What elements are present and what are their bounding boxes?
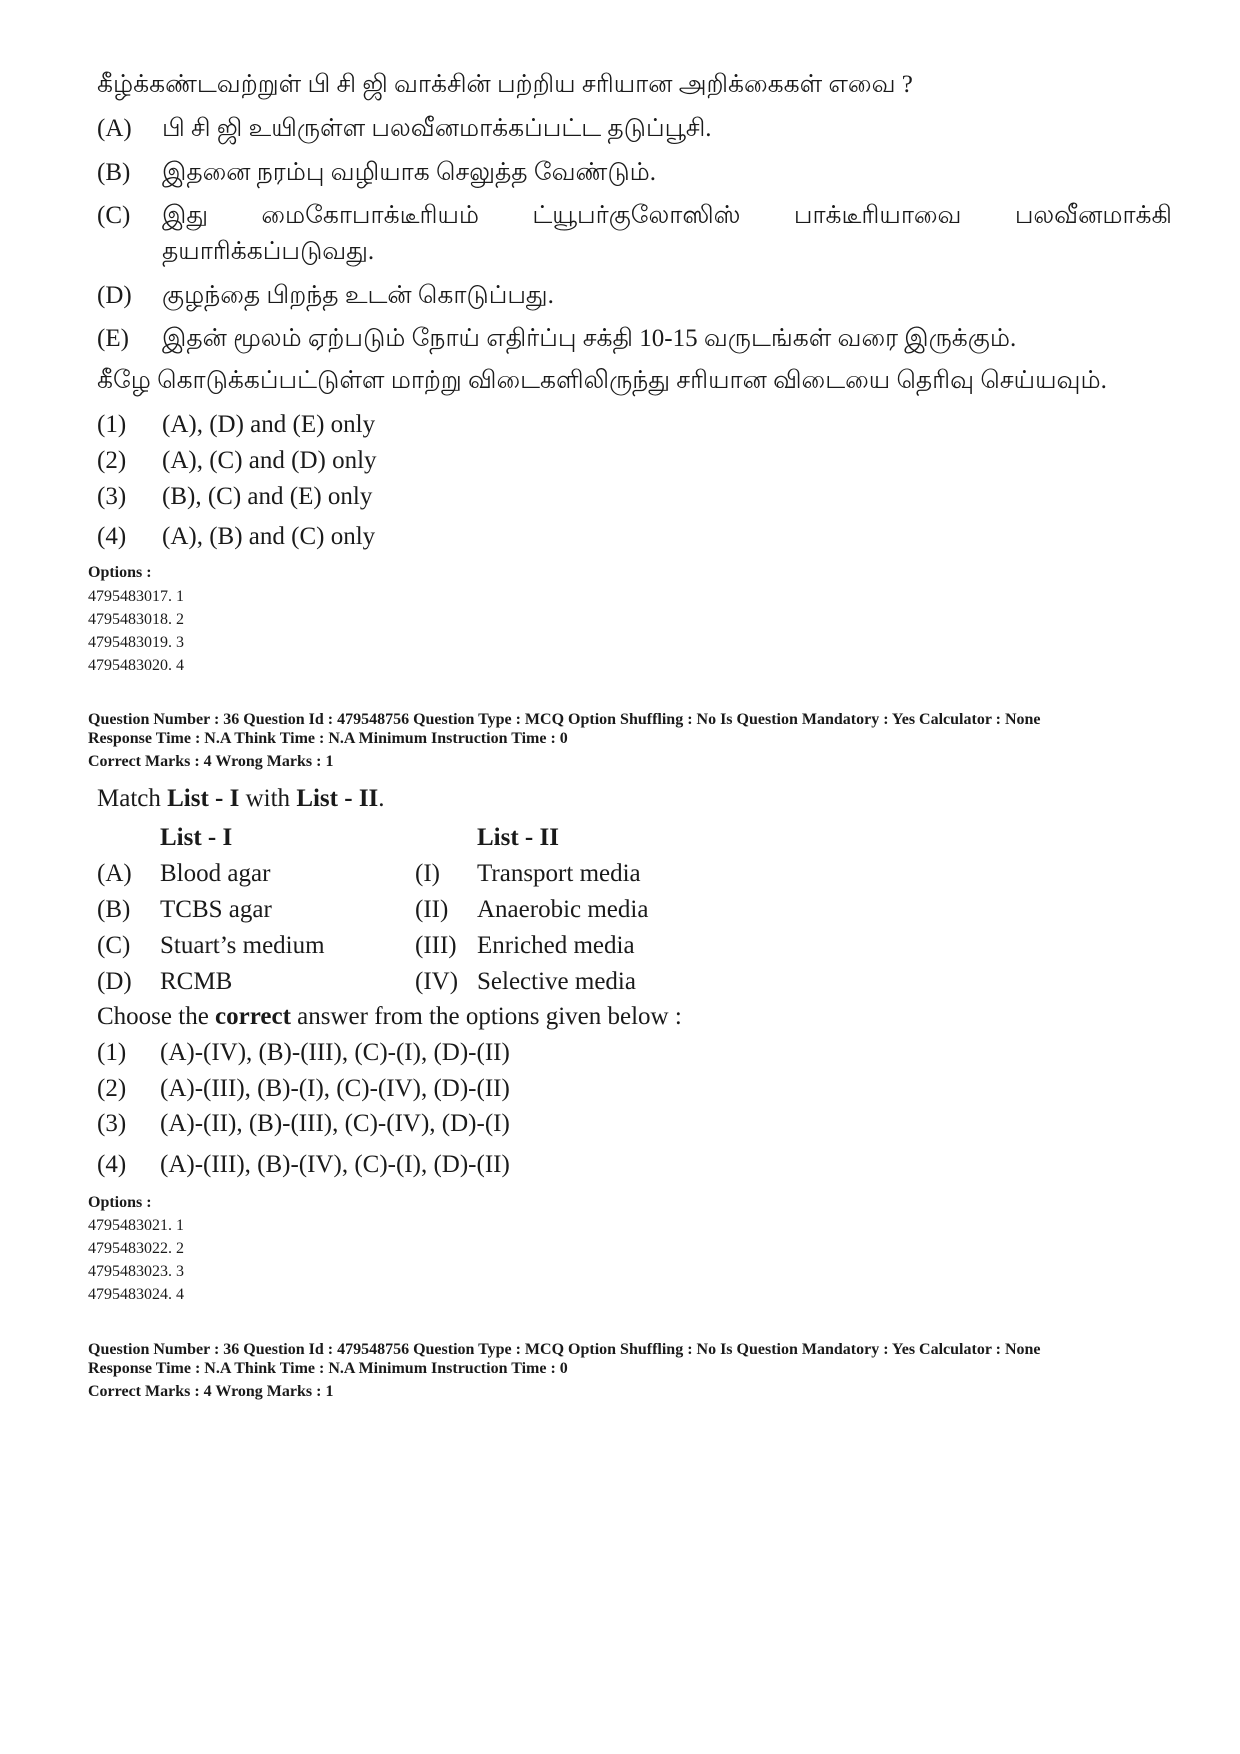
question-instruction: கீழே கொடுக்கப்பட்டுள்ள மாற்று விடைகளிலிருந்து சரியான விடையை தெரிவு செய்யவும். [97, 367, 1107, 394]
question-meta-line: Question Number : 36 Question Id : 479548756 Question Type : MCQ Option Shuffling : No Is Question Mandatory : Yes Calculator : None [88, 711, 1041, 728]
question-meta-line: Response Time : N.A Think Time : N.A Minimum Instruction Time : 0 [88, 1360, 568, 1377]
question-meta-line: Question Number : 36 Question Id : 479548756 Question Type : MCQ Option Shuffling : No Is Question Mandatory : Yes Calculator : None [88, 1341, 1041, 1358]
list-1-header: List - I [160, 824, 233, 851]
option-id: 4795483018. 2 [88, 611, 184, 628]
option-id: 4795483022. 2 [88, 1240, 184, 1257]
question-meta-line: Correct Marks : 4 Wrong Marks : 1 [88, 1383, 334, 1400]
question-meta-line: Response Time : N.A Think Time : N.A Minimum Instruction Time : 0 [88, 730, 568, 747]
option-id: 4795483024. 4 [88, 1286, 184, 1303]
list-2-header: List - II [477, 824, 559, 851]
options-heading: Options : [88, 564, 152, 581]
question-35: கீழ்க்கண்டவற்றுள் பி சி ஜி வாக்சின் பற்றிய சரியான அறிக்கைகள் எவை ? (A) பி சி ஜி உயிருள்ள பலவீனமாக்கப்பட்ட தடுப்பூசி. (B) இதனை நரம்பு வழியாக செலுத்த வேண்டும். (C) இது மைகோபாக்டீரியம் ட்யூபர்குலோஸிஸ் பாக்டீரியாவை பலவீனமாக்கி தயாரிக்கப்படுவது. (D) குழந்தை பிறந்த உடன் கொடுப்பது. (E) இதன் மூலம் ஏற்படும் நோய் எதிர்ப்பு சக்தி 10-15 வருடங்கள் வரை இருக்கும். கீழே கொடுக்கப்பட்டுள்ள மாற்று விடைகளிலிருந்து சரியான விடையை தெரிவு செய்யவும். (1) (A), (D) and (E) only (2) (A), (C) and (D) only (3) (B), (C) and (E) only (4) (A), (B) and (C) only [97, 68, 1187, 558]
option-id: 4795483019. 3 [88, 634, 184, 651]
option-id: 4795483021. 1 [88, 1217, 184, 1234]
question-stem: கீழ்க்கண்டவற்றுள் பி சி ஜி வாக்சின் பற்றிய சரியான அறிக்கைகள் எவை ? [97, 71, 913, 98]
option-id: 4795483023. 3 [88, 1263, 184, 1280]
option-id: 4795483017. 1 [88, 588, 184, 605]
options-heading: Options : [88, 1194, 152, 1211]
question-meta-line: Correct Marks : 4 Wrong Marks : 1 [88, 753, 334, 770]
option-id: 4795483020. 4 [88, 657, 184, 674]
document-page: கீழ்க்கண்டவற்றுள் பி சி ஜி வாக்சின் பற்றிய சரியான அறிக்கைகள் எவை ? (A) பி சி ஜி உயிருள்ள பலவீனமாக்கப்பட்ட தடுப்பூசி. (B) இதனை நரம்பு வழியாக செலுத்த வேண்டும். (C) இது மைகோபாக்டீரியம் ட்யூபர்குலோஸிஸ் பாக்டீரியாவை பலவீனமாக்கி தயாரிக்கப்படுவது. (D) குழந்தை பிறந்த உடன் கொடுப்பது. (E) இதன் மூலம் ஏற்படும் நோய் எதிர்ப்பு சக்தி 10-15 வருடங்கள் வரை இருக்கும். கீழே கொடுக்கப்பட்டுள்ள மாற்று விடைகளிலிருந்து சரியான விடையை தெரிவு செய்யவும். (1) (A), (D) and (E) only (2) (A), (C) and (D) only (3) (B), (C) and (E) only (4) (A), (B) and (C) only Options : 4795483017. 1 4795483018. 2 4795483019. 3 4795483020. 4 Question Number : 36 Question Id : 479548756 Question Type : MCQ Option Shuffling : No Is Question Mandatory : Yes Calculator : None Response Time : N.A Think Time : N.A Minimum Instruction Time : 0 Correct Marks : 4 Wrong Marks : 1 Match List - I with List - II. List - I List - II (A) Blood agar (I) Transport media (B) TCBS agar (II) Anaerobic media (C) Stuart’s medium (III) Enriched media (D) RCMB (IV) Selective media Choose the correct answer from the options given below : (1) (A)-(IV), (B)-(III), (C)-(I), (D)-(II) (2) (A)-(III), (B)-(I), (C)-(IV), (D)-(II) (3) (A)-(II), (B)-(III), (C)-(IV), (D)-(I) (4) (A)-(III), (B)-(IV), (C)-(I), (D)-(II) Options : 4795483021. 1 4795483022. 2 4795483023. 3 4795483024. 4 Question Number : 36 Question Id : 479548756 Question Type : MCQ Option Shuffling : No Is Question Mandatory : Yes Calculator : None Response Time : N.A Think Time : N.A Minimum Instruction Time : 0 Correct Marks : 4 Wrong Marks : 1 [0, 0, 1240, 1754]
